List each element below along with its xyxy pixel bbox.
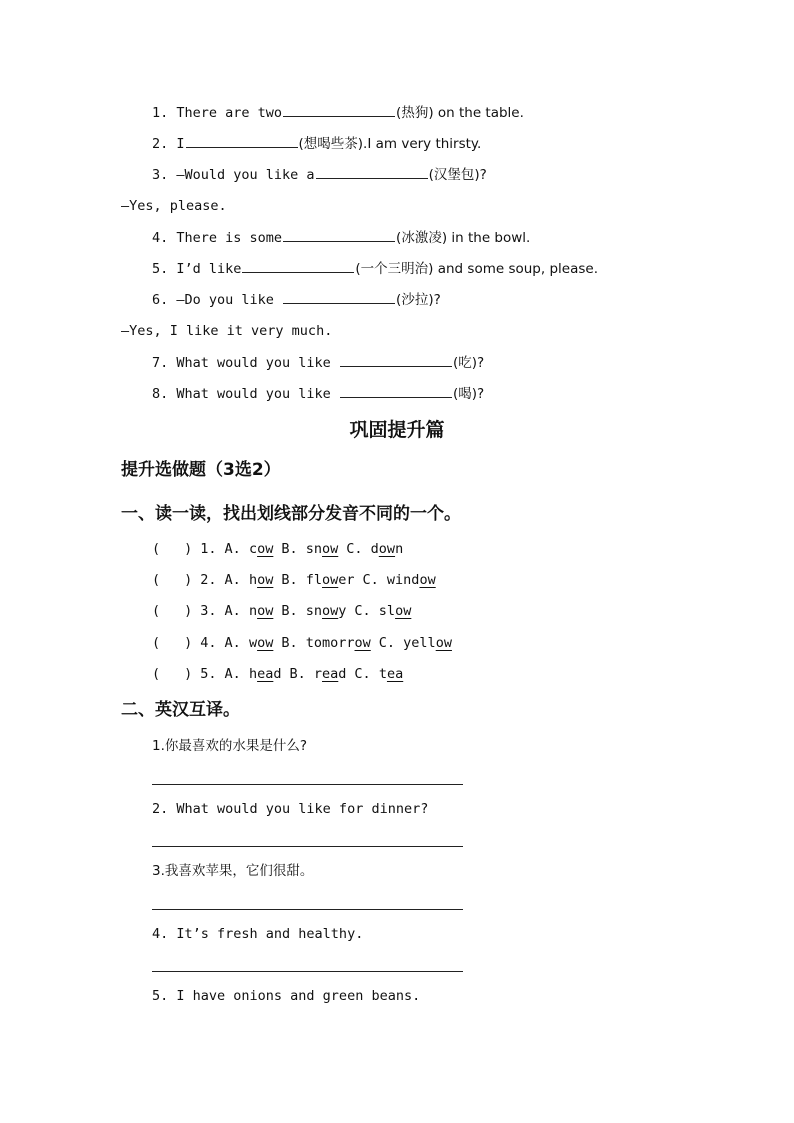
answer-paren[interactable] [152,635,192,651]
option-underlined: ow [257,603,274,619]
paren-open: ( [152,603,161,619]
fill-item-8 [152,384,484,403]
fill-item-text: 1. There are two [152,105,283,121]
item-number: 4. [200,635,217,651]
option-lead: c [248,541,258,557]
phonics-item [152,602,411,620]
answer-blank[interactable] [283,103,395,117]
subtitle: 提升选做题（3选2） [121,460,281,480]
fill-item-hint: (沙拉)? [396,292,441,308]
fill-item-hint: (吃)? [452,355,485,371]
fill-item-text: 7. What would you like [152,355,339,371]
option-a [225,635,274,651]
section-title: 巩固提升篇 [349,419,445,441]
option-lead: r [313,666,323,682]
translation-item-3: 3.我喜欢苹果，它们很甜。 [152,863,314,879]
answer-line[interactable] [152,846,463,847]
option-prefix: A. [224,541,249,557]
option-tail: n [395,541,404,557]
fill-item-7 [152,353,484,372]
option-lead: tomorr [305,635,355,651]
fill-item-text: 5. I’d like [152,261,242,277]
option-lead: sn [305,603,322,619]
reply-text: —Yes, please. [121,198,227,214]
phonics-item [152,665,403,683]
option-lead: d [370,541,379,557]
fill-item-hint: (喝)? [452,386,485,402]
part2-heading: 二、英汉互译。 [121,700,240,720]
answer-paren[interactable] [152,603,192,619]
option-underlined: ow [257,635,274,651]
answer-blank[interactable] [340,353,452,367]
option-underlined: ow [257,541,274,557]
option-tail: y [338,603,347,619]
option-underlined: ea [386,666,404,682]
option-prefix: C. [354,603,379,619]
item-number: 3. [200,603,217,619]
fill-item-text: 6. —Do you like [152,292,283,308]
phonics-item [152,571,436,589]
option-underlined: ow [322,572,339,588]
answer-line[interactable] [152,971,463,972]
answer-line[interactable] [152,909,463,910]
option-underlined: ea [257,666,274,682]
answer-paren[interactable] [152,541,192,557]
item-number: 1. [200,541,217,557]
answer-line[interactable] [152,784,463,785]
option-c [379,635,452,651]
fill-item-text: 4. There is some [152,230,283,246]
option-tail: er [338,572,355,588]
option-underlined: ow [419,572,436,588]
option-underlined: ow [435,635,452,651]
paren-open: ( [152,635,161,651]
fill-reply-1 [121,197,227,215]
answer-paren[interactable] [152,572,192,588]
option-a [225,603,274,619]
option-b [281,572,354,588]
option-prefix: C. [362,572,387,588]
option-prefix: A. [224,603,249,619]
paren-close: ) [184,541,193,557]
paren-close: ) [184,572,193,588]
paren-close: ) [184,603,193,619]
fill-item-2 [152,134,481,153]
translation-item-5: 5. I have onions and green beans. [152,988,421,1004]
translation-item-4: 4. It’s fresh and healthy. [152,926,364,942]
option-tail: d [338,666,347,682]
paren-open: ( [152,572,161,588]
option-prefix: B. [281,635,306,651]
answer-blank[interactable] [242,259,354,273]
option-prefix: A. [224,635,249,651]
translation-item-1: 1.你最喜欢的水果是什么? [152,738,308,754]
option-lead: h [248,572,258,588]
part1-heading: 一、读一读，找出划线部分发音不同的一个。 [121,504,461,524]
option-lead: h [248,666,258,682]
option-tail: d [273,666,282,682]
reply-text: —Yes, I like it very much. [121,323,333,339]
option-lead: sn [305,541,322,557]
fill-item-6 [152,290,441,309]
paren-open: ( [152,541,161,557]
fill-item-text: 8. What would you like [152,386,339,402]
option-lead: fl [305,572,322,588]
item-number: 2. [200,572,217,588]
option-prefix: A. [224,666,249,682]
answer-blank[interactable] [340,384,452,398]
option-b [281,541,338,557]
fill-item-hint: (想喝些茶).I am very thirsty. [298,136,482,152]
option-lead: wind [386,572,420,588]
option-c [354,666,403,682]
option-a [225,666,282,682]
answer-blank[interactable] [283,228,395,242]
paren-open: ( [152,666,161,682]
fill-item-hint: (一个三明治) and some soup, please. [355,261,598,277]
option-lead: sl [378,603,396,619]
option-prefix: B. [281,603,306,619]
option-underlined: ea [322,666,339,682]
answer-blank[interactable] [283,290,395,304]
option-prefix: B. [281,572,306,588]
option-lead: t [378,666,387,682]
phonics-item [152,540,403,558]
option-b [281,603,346,619]
option-lead: yell [403,635,436,651]
answer-blank[interactable] [316,165,428,179]
fill-item-3 [152,165,487,184]
option-b [289,666,346,682]
option-prefix: A. [224,572,249,588]
option-c [363,572,436,588]
fill-item-hint: (汉堡包)? [428,167,487,183]
fill-item-text: 2. I [152,136,185,152]
fill-reply-2 [121,322,332,340]
phonics-item [152,634,452,652]
paren-close: ) [184,666,193,682]
option-prefix: C. [354,666,379,682]
fill-item-1 [152,103,524,122]
option-underlined: ow [257,572,274,588]
fill-item-hint: (热狗) on the table. [396,105,524,121]
option-b [281,635,370,651]
fill-item-5 [152,259,598,278]
fill-item-hint: (冰激凌) in the bowl. [396,230,531,246]
answer-paren[interactable] [152,666,192,682]
option-a [225,572,274,588]
option-underlined: ow [354,635,371,651]
option-a [225,541,274,557]
fill-item-text: 3. —Would you like a [152,167,315,183]
option-c [354,603,411,619]
option-prefix: B. [281,541,306,557]
option-underlined: ow [378,541,396,557]
option-underlined: ow [395,603,412,619]
option-underlined: ow [322,603,339,619]
option-underlined: ow [322,541,339,557]
translation-item-2: 2. What would you like for dinner? [152,801,429,817]
paren-close: ) [184,635,193,651]
option-c [346,541,403,557]
option-lead: n [248,603,258,619]
option-prefix: C. [378,635,404,651]
option-prefix: B. [289,666,314,682]
option-lead: w [248,635,258,651]
option-prefix: C. [346,541,371,557]
fill-item-4 [152,228,530,247]
item-number: 5. [200,666,217,682]
answer-blank[interactable] [186,134,298,148]
